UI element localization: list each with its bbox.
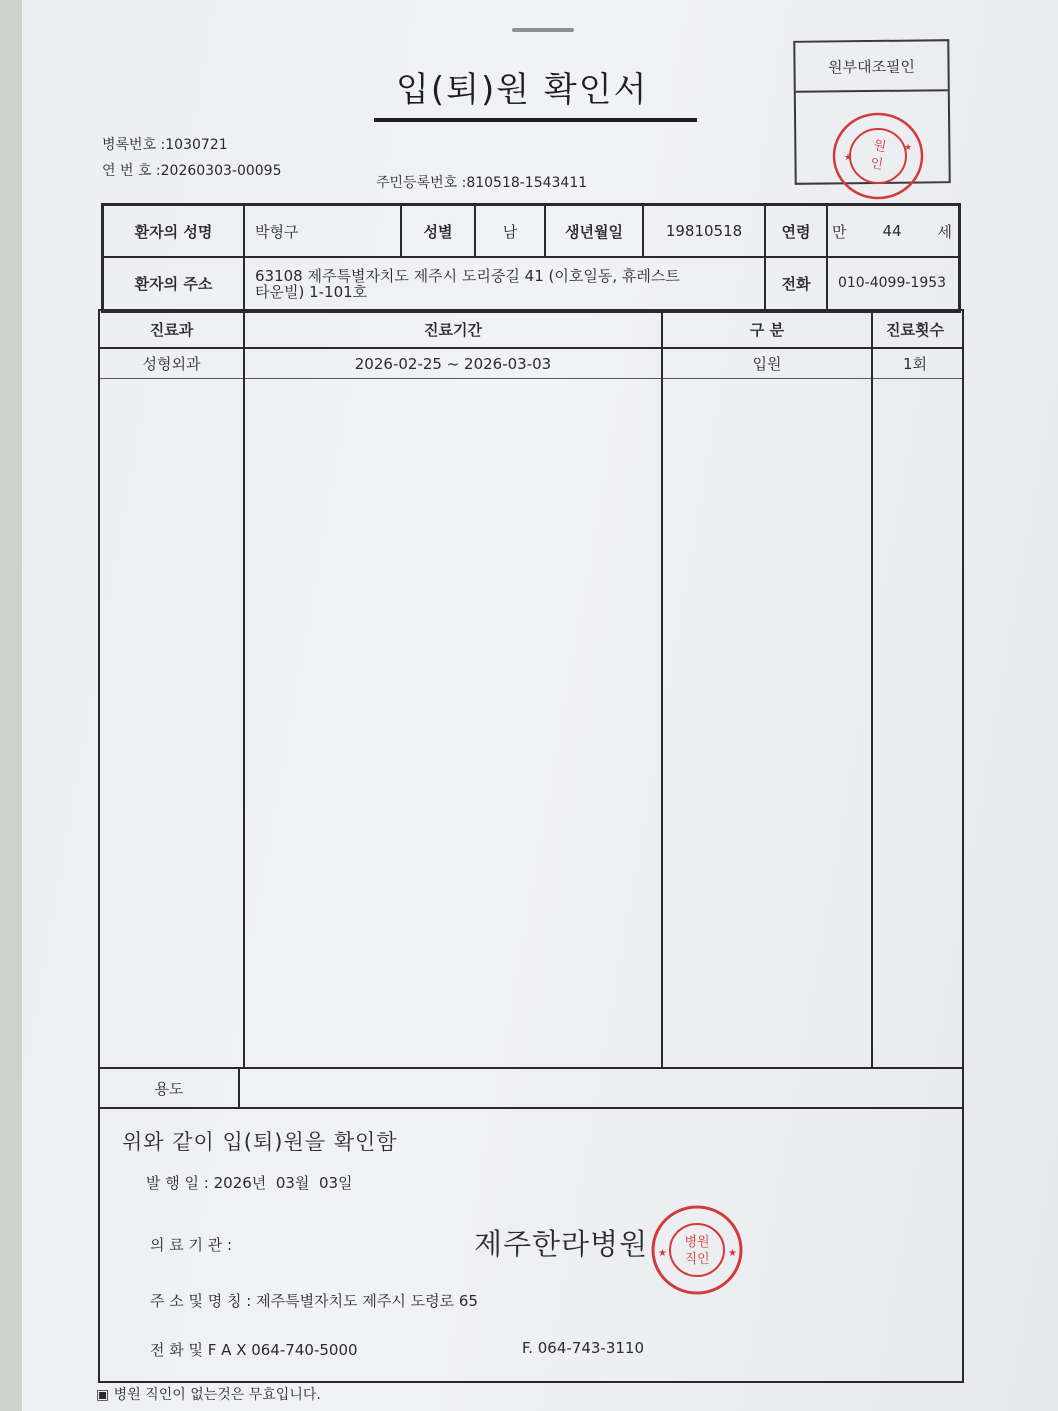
row-dept: 성형외과 xyxy=(142,355,201,373)
issue-date-label: 발 행 일 : xyxy=(146,1174,209,1192)
phone-label: 전화 xyxy=(781,274,811,293)
dob-label: 생년월일 xyxy=(565,222,623,241)
age-prefix: 만 xyxy=(832,222,847,241)
patient-name-label: 환자의 성명 xyxy=(134,222,213,241)
resident-number xyxy=(376,172,587,192)
address-line-2: 타운빌) 1-101호 xyxy=(255,283,368,301)
institution-name: 제주한라병원 xyxy=(474,1227,649,1261)
serial-number-value: 20260303-00095 xyxy=(160,163,282,179)
institution-phone xyxy=(150,1339,358,1360)
age-field xyxy=(832,205,952,257)
svg-text:★: ★ xyxy=(904,143,913,153)
col-header-count: 진료횟수 xyxy=(886,320,944,339)
dob-value: 19810518 xyxy=(665,222,743,240)
age-suffix: 세 xyxy=(937,222,952,241)
svg-text:인: 인 xyxy=(869,155,885,173)
phone-value: 010-4099-1953 xyxy=(837,275,947,291)
validity-notice: ▣ 병원 직인이 없는것은 무효입니다. xyxy=(96,1387,321,1403)
svg-text:★: ★ xyxy=(658,1248,667,1259)
title-underline xyxy=(374,118,697,122)
resident-number-label: 주민등록번호 : xyxy=(376,175,467,191)
institution-label: 의 료 기 관 : xyxy=(150,1236,233,1254)
phone-number: 064-740-5000 xyxy=(251,1341,358,1359)
purpose-label: 용도 xyxy=(154,1079,184,1098)
confirmation-statement: 위와 같이 입(퇴)원을 확인함 xyxy=(122,1130,398,1154)
age-label: 연령 xyxy=(781,222,811,241)
document-title: 입(퇴)원 확인서 xyxy=(396,70,649,110)
svg-text:★: ★ xyxy=(844,153,853,163)
address-value: 제주특별자치도 제주시 도령로 65 xyxy=(256,1292,478,1310)
patient-name: 박형구 xyxy=(255,222,299,241)
phone-fax-label: 전 화 및 F A X xyxy=(150,1341,247,1359)
issue-date-value: 2026년 03월 03일 xyxy=(213,1174,353,1192)
issue-date xyxy=(146,1172,353,1193)
record-number xyxy=(102,134,228,154)
fax-number: F. 064-743-3110 xyxy=(522,1339,645,1357)
purpose-value xyxy=(250,1069,950,1107)
sex-label: 성별 xyxy=(423,222,453,241)
patient-address xyxy=(255,268,760,300)
serial-number-label: 연 번 호 : xyxy=(102,163,161,179)
hospital-seal-icon xyxy=(650,1204,744,1296)
institution-address xyxy=(150,1290,478,1311)
stamp-box-label: 원부대조필인 xyxy=(795,41,948,93)
verification-seal-icon xyxy=(830,110,926,202)
resident-number-value: 810518-1543411 xyxy=(466,175,588,191)
col-header-type: 구 분 xyxy=(749,320,785,339)
svg-text:병원: 병원 xyxy=(684,1235,710,1250)
row-type: 입원 xyxy=(752,355,782,373)
col-header-dept: 진료과 xyxy=(149,320,194,339)
col-header-period: 진료기간 xyxy=(424,320,482,339)
patient-address-label: 환자의 주소 xyxy=(134,274,213,293)
svg-text:직인: 직인 xyxy=(684,1252,710,1267)
record-number-value: 1030721 xyxy=(165,137,228,153)
age-value: 44 xyxy=(882,222,902,240)
staple xyxy=(512,28,574,32)
record-number-label: 병록번호 : xyxy=(102,137,166,153)
row-count: 1회 xyxy=(902,355,928,373)
address-label: 주 소 및 명 칭 : xyxy=(150,1292,252,1310)
row-period: 2026-02-25 ~ 2026-03-03 xyxy=(354,354,552,373)
address-line-1: 63108 제주특별자치도 제주시 도리중길 41 (이호일동, 휴레스트 xyxy=(255,267,680,285)
svg-text:원: 원 xyxy=(872,138,888,156)
serial-number xyxy=(102,160,282,180)
sex-value: 남 xyxy=(502,222,518,241)
svg-text:★: ★ xyxy=(728,1248,737,1259)
